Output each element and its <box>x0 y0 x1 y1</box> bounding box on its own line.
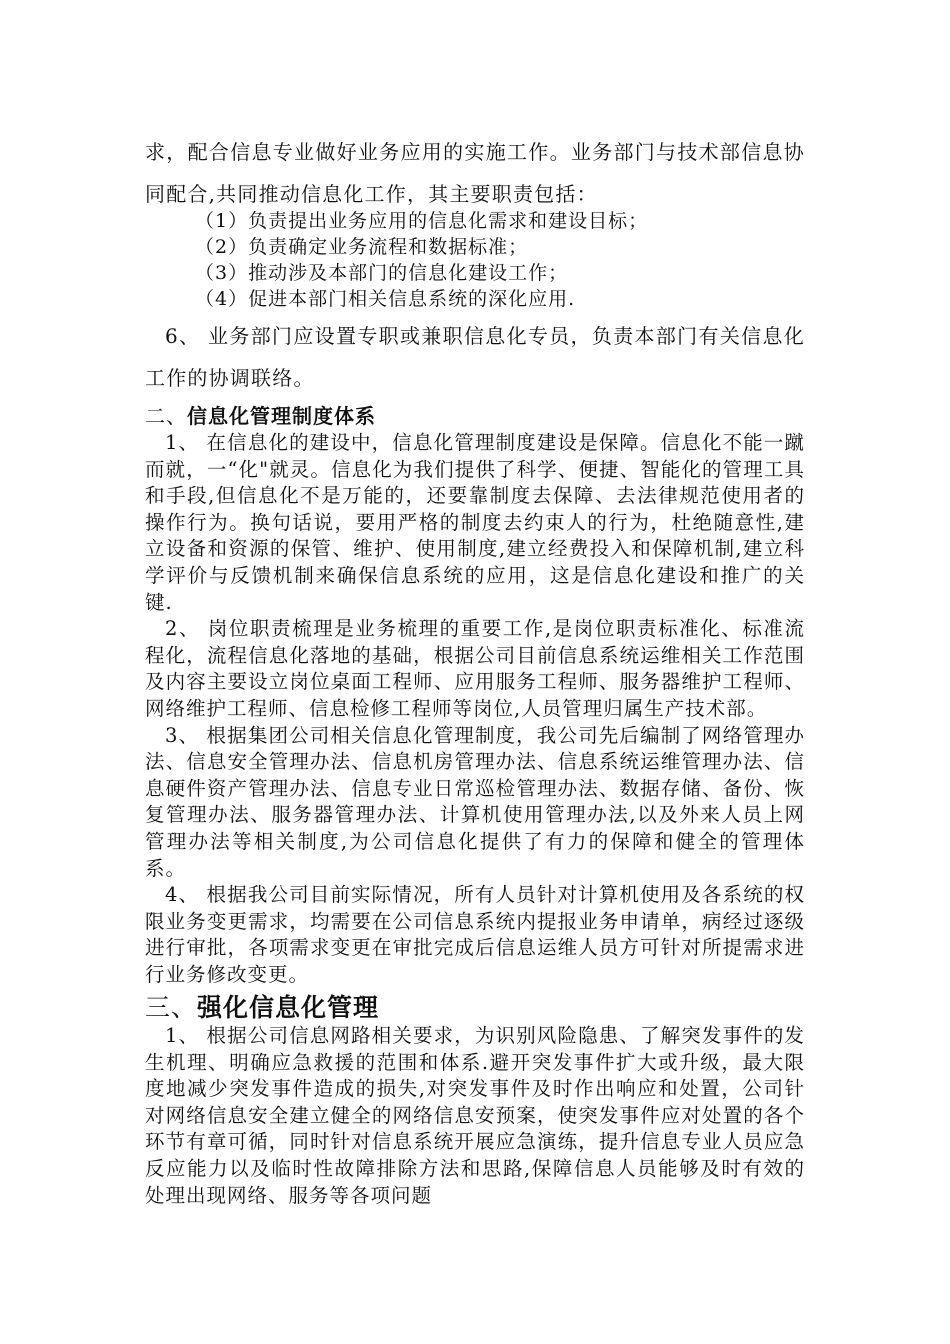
section-3-title: 强化信息化管理 <box>197 993 380 1022</box>
section-2-body <box>145 430 805 988</box>
section-3-heading <box>145 988 805 1024</box>
duty-item-3: （3）推动涉及本部门的信息化建设工作； <box>195 262 569 284</box>
item-6-paragraph: 6、 业务部门应设置专职或兼职信息化专员，负责本部门有关信息化工作的协调联络。 <box>145 324 805 390</box>
section-2-heading <box>145 400 805 429</box>
duty-item-4: （4）促进本部门相关信息系统的深化应用. <box>195 288 576 310</box>
section-3-body <box>145 1023 805 1209</box>
intro-paragraph: 求，配合信息专业做好业务应用的实施工作。业务部门与技术部信息协同配合,共同推动信息化工作，其主要职责包括： <box>145 140 805 206</box>
section-2-paragraph-2: 2、 岗位职责梳理是业务梳理的重要工作,是岗位职责标准化、标准流程化，流程信息化落地的基础，根据公司目前信息系统运维相关工作范围及内容主要设立岗位桌面工程师、应用服务工程师、服务器维护工程师、网络维护工程师、信息检修工程师等岗位,人员管理归属生产技术部。 <box>145 617 805 720</box>
section-2-paragraph-4: 4、 根据我公司目前实际情况，所有人员针对计算机使用及各系统的权限业务变更需求，均需要在公司信息系统内提报业务申请单，病经过逐级进行审批，各项需求变更在审批完成后信息运维人员方可针对所提需求进行业务修改变更。 <box>145 883 805 986</box>
section-2-paragraph-1: 1、 在信息化的建设中，信息化管理制度建设是保障。信息化不能一蹴而就，一“化"就灵。信息化为我们提供了科学、便捷、智能化的管理工具和手段,但信息化不是万能的，还要靠制度去保障、去法律规范使用者的操作行为。换句话说，要用严格的制度去约束人的行为，杜绝随意性,建立设备和资源的保管、维护、使用制度,建立经费投入和保障机制,建立科学评价与反馈机制来确保信息系统的应用，这是信息化建设和推广的关键. <box>145 431 805 614</box>
duty-item-2: （2）负责确定业务流程和数据标准； <box>195 236 529 258</box>
section-3-prefix: 三、 <box>145 993 198 1022</box>
section-2-prefix: 二、 <box>145 404 187 428</box>
duty-item-1: （1）负责提出业务应用的信息化需求和建设目标； <box>195 210 649 232</box>
duties-list <box>195 208 815 312</box>
section-2-paragraph-3: 3、 根据集团公司相关信息化管理制度，我公司先后编制了网络管理办法、信息安全管理办法、信息机房管理办法、信息系统运维管理办法、信息硬件资产管理办法、信息专业日常巡检管理办法、数据存储、备份、恢复管理办法、服务器管理办法、计算机使用管理办法,以及外来人员上网管理办法等相关制度,为公司信息化提供了有力的保障和健全的管理体系。 <box>145 723 805 880</box>
section-3-paragraph-1: 1、 根据公司信息网路相关要求，为识别风险隐患、了解突发事件的发生机理、明确应急救援的范围和体系.避开突发事件扩大或升级，最大限度地减少突发事件造成的损失,对突发事件及时作出响应和处置，公司针对网络信息安全建立健全的网络信息安预案，使突发事件应对处置的各个环节有章可循，同时针对信息系统开展应急演练，提升信息专业人员应急反应能力以及临时性故障排除方法和思路,保障信息人员能够及时有效的处理出现网络、服务等各项问题 <box>145 1024 805 1207</box>
section-2-title: 信息化管理制度体系 <box>187 404 376 428</box>
